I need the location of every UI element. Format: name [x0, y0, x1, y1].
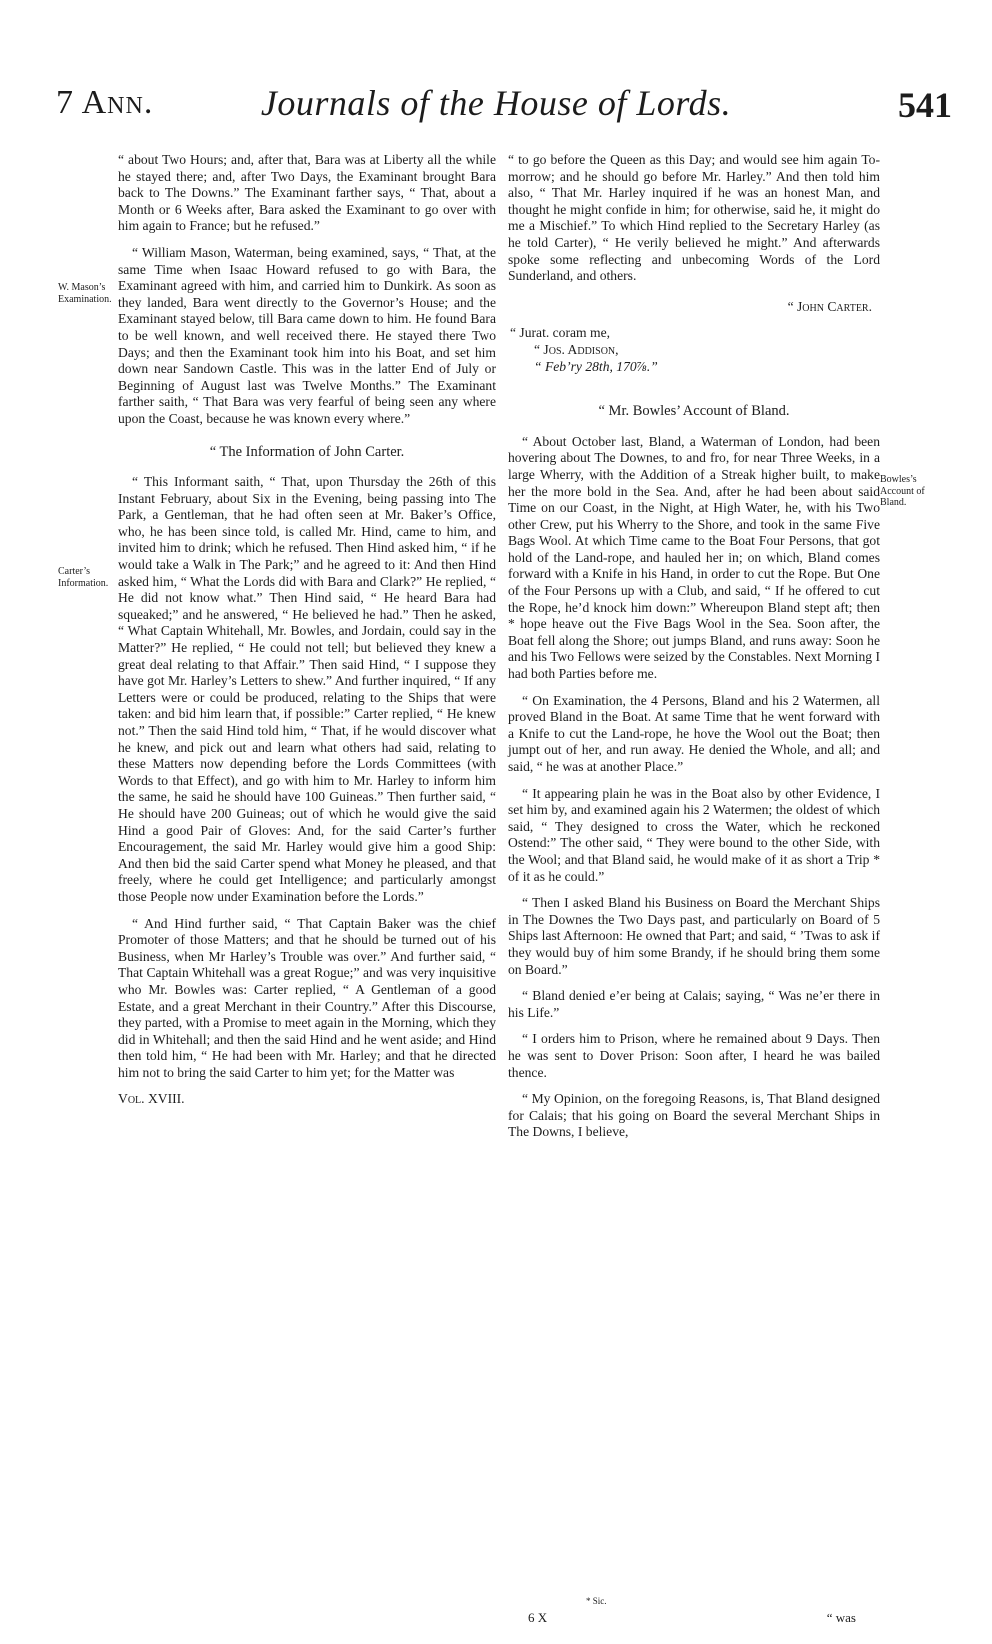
jurat-addison: “ Jos. Addison,: [534, 341, 619, 357]
paragraph: “ Bland denied e’er being at Calais; saying, “ Was ne’er there in his Life.”: [508, 988, 880, 1020]
margin-note-bowles: Bowles’s Account of Bland.: [880, 474, 925, 508]
paragraph-mason-examination: “ William Mason, Waterman, being examined, says, “ That, at the same Time when Isaac Howard refused to go with Bara, the Examinant agreed with him, and carried him to Dunkirk. As soon as they landed, Bara went directly to the Governor’s House; and the Examinant stayed below, till Bara came down to him. He found Bara to be well known, and well received there. He stayed there Two Days; and then the Examinant took him into his Boat, and set him down near Sandown Castle. This was in the latter End of July or Beginning of August last was Twelve Months.” The Examinant farther saith, “ That Bara was very fearful of being seen any where upon the Coast, because he was known every where.”: [118, 244, 496, 426]
paragraph: “ I orders him to Prison, where he remained about 9 Days. Then he was sent to Dover Prison: Soon after, I heard he was bailed thence.: [508, 1031, 880, 1080]
jurat-date: “ Feb’ry 28th, 170⅞.”: [534, 358, 658, 374]
signature-mark: 6 X: [528, 1610, 548, 1625]
jurat-line: “ Jurat. coram me,: [510, 325, 611, 341]
right-column: [508, 152, 880, 1151]
catchword: “ was: [826, 1610, 856, 1625]
paragraph: “ about Two Hours; and, after that, Bara was at Liberty all the while he stayed there; and, after Two Days, the Examinant brought Bara back to The Downs.” The Examinant farther says, “ That, about a Month or 6 Weeks after, Bara asked the Examinant to go over with him again to France; but he refused.”: [118, 152, 496, 234]
paragraph: “ On Examination, the 4 Persons, Bland and his 2 Watermen, all proved Bland in the Boat. At same Time that he went forward with a Knife to cut the Land-rope, he hove the Wool out the Boat; then jumpt out of her, and run away. He denied the Whole, and all; and said, “ he was at another Place.”: [508, 692, 880, 774]
margin-note-carter: Carter’s Information.: [58, 566, 109, 589]
section-heading-carter: “ The Information of John Carter.: [209, 443, 405, 460]
section-heading-bowles: “ Mr. Bowles’ Account of Bland.: [598, 403, 790, 420]
footnote-sic: * Sic.: [586, 1596, 607, 1606]
paragraph: “ It appearing plain he was in the Boat also by other Evidence, I set him by, and examined again his 2 Watermen; the oldest of which said, “ They designed to cross the Water, which he reckoned Ostend:” The other said, “ They were bound to the other Side, with the Wool; and that Bland said, he would make of it as short a Trip * of it as he could.”: [508, 785, 880, 884]
journal-title: Journals of the House of Lords.: [260, 83, 732, 123]
paragraph-bowles-account: “ About October last, Bland, a Waterman of London, had been hovering about The Downes, to and fro, for near Three Weeks, in a large Wherry, with the Addition of a Streak higher built, to make her the more bold in the Sea. And, after he had been about said Time on our Coast, in the Night, at High Water, he, with his Two other Crew, put his Wherry to the Shore, and took in the same Five Bags Wool. At which Time came to the Boat Four Persons, that got hold of the Land-rope, and hauled her in; on which, Bland comes forward with a Knife in his Hand, in order to cut the Rope. But One of the Four Persons up with a Club, and said, “ If he offered to cut the Rope, he’d knock him down:” Whereupon Bland stept aft; then * hope heave out the Five Bags Wool in the Sea. Soon after, the Boat fell along the Shore; out jumps Bland, and runs away: Soon he and his Two Fellows were seized by the Constables. Next Morning I had both Parties before me.: [508, 433, 880, 682]
paragraph: “ to go before the Queen as this Day; and would see him again To-morrow; and he should go before Mr. Harley.” And then told him also, “ That Mr. Harley inquired if he was an honest Man, and thought he might confide in him; for otherwise, said he, it might do me a Mischief.” To which Hind replied to the Secretary Harley (as he told Carter), “ He verily believed he might.” And afterwards spoke some reflecting and unbecoming Words of the Lord Sunderland, and others.: [508, 152, 880, 284]
left-column: [118, 152, 496, 1108]
signature-carter: “ John Carter.: [787, 298, 872, 314]
page-footer: [508, 1596, 880, 1636]
volume-number: Vol. XVIII.: [118, 1091, 185, 1107]
paragraph: “ My Opinion, on the foregoing Reasons, is, That Bland designed for Calais; that his going on Board the several Merchant Ships in The Downs, I believe,: [508, 1091, 880, 1140]
paragraph: “ Then I asked Bland his Business on Board the Merchant Ships in The Downes the Two Days past, and particularly on Board of 5 Ships last Afternoon: He owned that Part; and said, “ ’Twas to ask if they would buy of him some Brandy, if he should bring them some on Board.”: [508, 895, 880, 977]
margin-note-mason: W. Mason’s Examination.: [58, 282, 112, 305]
paragraph-carter-information: “ This Informant saith, “ That, upon Thursday the 26th of this Instant February, about Six in the Evening, being passing into The Park, a Gentleman, that he had often seen at Mr. Baker’s Office, who, he has been since told, is called Mr. Hind, came to him, and invited him to drink; which he refused. Then Hind asked him, “ if he would take a Walk in The Park;” and he agreed to it: And then Hind asked him, “ What the Lords did with Bara and Clark?” He replied, “ He did not know what.” Then Hind said, “ He heard Bara had squeaked;” and he answered, “ He believed he had.” Then he asked, “ What Captain Whitehall, Mr. Bowles, and Jordain, could say in the Matter?” He replied, “ He could not tell; but believed they knew a great deal relating to that Affair.” Then said Hind, “ I suppose they have got Mr. Harley’s Letters to shew.” And further inquired, “ If any Letters were or could be produced, relating to the Ships that were taken: and bid him learn that, if possible:” Carter replied, “ He knew not.” Then the said Hind told him, “ That, if he would discover what he knew, and pick out and learn what others had said, relating to these Matters now depending before the Lords Committees (with Words to that Effect), and go with him to Mr. Harley to inform him the same, he said he should have 100 Guineas.” Then further said, “ He should have 200 Guineas; out of which he would give the said Hind a good Pair of Gloves: And, for the said Carter’s further Encouragement, the said Mr. Harley would give him a good Ship: And then bid the said Carter spend what Money he pleased, and that freely, where he could get Intelligence; and particularly amongst those People now under Examination before the Lords.”: [118, 474, 496, 904]
regnal-year: 7 Ann.: [56, 84, 154, 121]
page-number: 541: [898, 85, 952, 125]
paragraph: “ And Hind further said, “ That Captain Baker was the chief Promoter of those Matters; and that he should be turned out of his Business, when Mr Harley’s Trouble was over.” And further said, “ That Captain Whitehall was a great Rogue;” and was very inquisitive who Mr. Bowles was: Carter replied, “ A Gentleman of a good Estate, and a great Merchant in their Country.” After this Discourse, they parted, with a Promise to meet again in the Morning, which they did in Whitehall; and then the said Hind and he went aside; and Hind then told him, “ He had been with Mr. Harley; and that he directed him not to bring the said Carter to him yet; for the Matter was: [118, 915, 496, 1080]
running-head: [0, 82, 992, 132]
